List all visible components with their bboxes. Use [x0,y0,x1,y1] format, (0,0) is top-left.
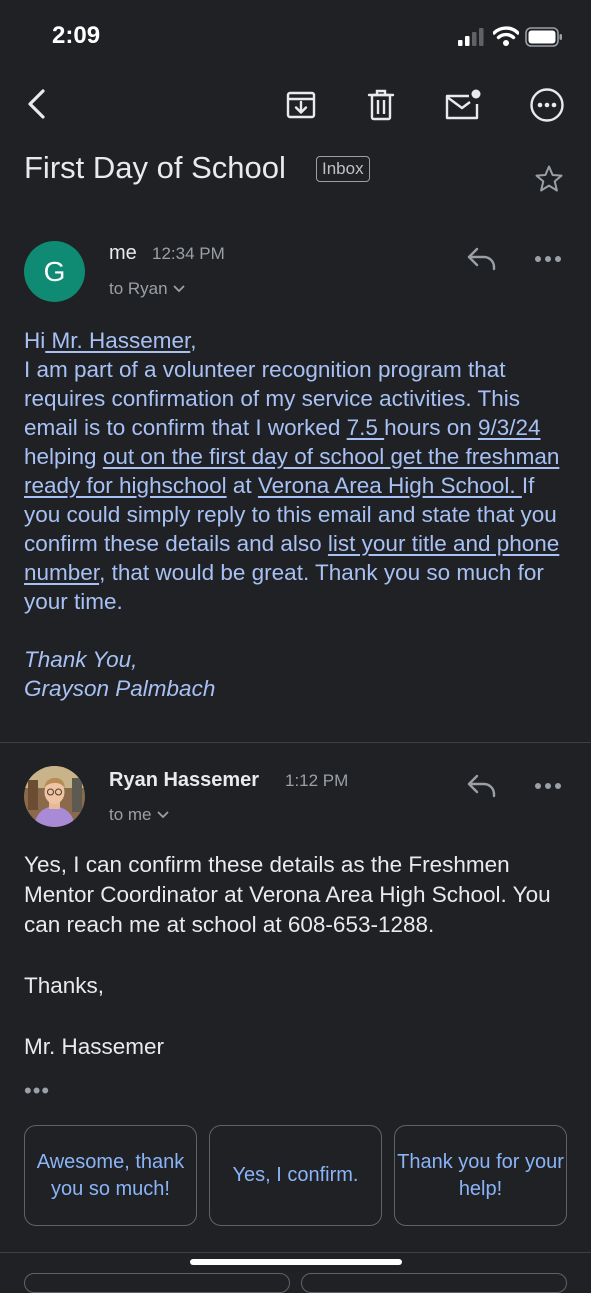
status-time: 2:09 [52,22,101,49]
trash-icon [366,88,396,122]
more-circle-icon [529,87,565,123]
message-divider [0,742,591,743]
bottom-divider [0,1252,591,1253]
mail-unread-icon [443,88,483,122]
sender-name: Ryan Hassemer [109,769,260,791]
closing-line: Thank You, [24,647,138,672]
message-signature: Mr. Hassemer [24,1034,165,1059]
sender-avatar[interactable] [24,766,85,827]
cellular-signal-icon [458,28,484,46]
chevron-left-icon [25,88,47,120]
sender-avatar[interactable]: G [24,241,85,302]
email-subject: First Day of School [24,150,286,185]
chevron-down-icon [157,811,169,819]
chevron-down-icon [173,285,185,293]
recipients-toggle[interactable] [109,805,169,825]
smart-reply-chip[interactable]: Yes, I confirm. [209,1125,382,1226]
recipients-text: to me [109,805,152,824]
message-paragraph: Yes, I can confirm these details as the Freshmen Mentor Coordinator at Verona Area High School. You can reach me at school at 608-653-1288. [24,852,551,937]
reply-button[interactable] [462,240,502,276]
archive-button[interactable] [280,84,322,126]
message-more-button[interactable] [530,242,566,276]
mark-unread-button[interactable] [442,84,484,126]
reply-button[interactable] [462,767,502,803]
hours-link[interactable]: 7.5 [346,415,385,440]
inbox-label[interactable]: Inbox [316,156,370,182]
battery-icon [525,27,563,47]
wifi-icon [493,25,519,47]
sender-name: me [109,242,137,264]
avatar-photo [24,766,85,827]
home-indicator[interactable] [190,1259,402,1265]
recipient-name-link[interactable]: Mr. Hassemer [45,328,191,353]
forward-action-button[interactable] [301,1273,567,1293]
reply-action-button[interactable] [24,1273,290,1293]
smart-reply-chip[interactable]: Awesome, thank you so much! [24,1125,197,1226]
date-link[interactable]: 9/3/24 [477,415,541,440]
show-trimmed-content-button[interactable]: ••• [24,1078,51,1103]
recipients-toggle[interactable] [109,279,185,299]
school-link[interactable]: Verona Area High School. [257,473,522,498]
greeting-line: Hi Mr. Hassemer, [24,328,197,353]
reply-icon [466,245,498,271]
activity-link[interactable]: out on the first day of school get the freshman ready for highschool [24,444,560,498]
recipients-text: to Ryan [109,279,168,298]
request-link[interactable]: list your title and phone number [24,531,560,585]
message-closing: Thanks, [24,973,105,998]
delete-button[interactable] [360,84,402,126]
star-icon [534,164,564,194]
smart-reply-chip[interactable]: Thank you for your help! [394,1125,567,1226]
archive-icon [285,89,317,121]
more-options-button[interactable] [526,84,568,126]
message-body [24,326,569,703]
star-button[interactable] [530,160,568,198]
more-horizontal-icon [534,255,562,263]
message-body [24,850,574,1062]
message-paragraph: I am part of a volunteer recognition program that requires confirmation of my service activities. This email is to confirm that I worked 7.5 hours on 9/3/24 helping out on the first day of school get the freshman ready for highschool at Verona Area High School. If you could simply reply to this email and state that you confirm these details and also list your title and phone number, that would be great. Thank you so much for your time. [24,357,560,614]
message-time: 12:34 PM [152,244,225,263]
more-horizontal-icon [534,782,562,790]
signature-line: Grayson Palmbach [24,676,216,701]
message-more-button[interactable] [530,769,566,803]
message-time: 1:12 PM [285,771,349,790]
reply-icon [466,772,498,798]
back-button[interactable] [16,82,56,126]
